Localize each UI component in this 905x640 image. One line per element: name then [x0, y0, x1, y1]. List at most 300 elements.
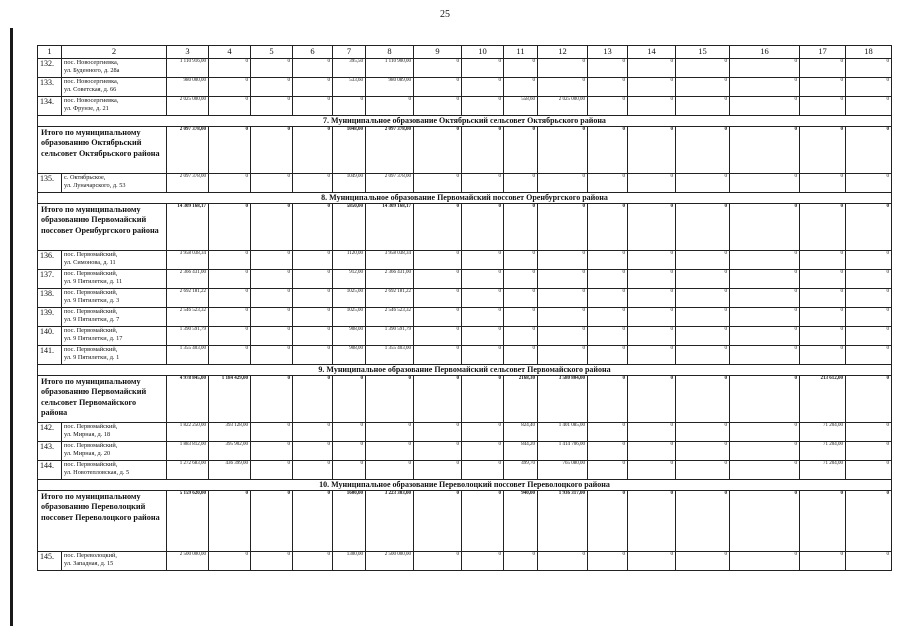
table-body	[38, 46, 892, 571]
subtotal-label: Итого по муниципальному образованию Переволоцкий поссовет Переволоцкого района	[38, 491, 167, 552]
value-cell: 0	[628, 289, 676, 308]
subtotal-row	[38, 204, 892, 251]
value-cell: 2 025 000,00	[538, 97, 588, 116]
value-cell: 0	[800, 97, 846, 116]
address-line-2: ул. Мирная, д. 20	[64, 449, 111, 457]
address-cell	[62, 423, 167, 442]
value-cell: 0	[462, 204, 504, 251]
value-cell: 4 978 845,00	[167, 376, 209, 423]
column-number-cell: 7	[333, 46, 366, 59]
table-row	[38, 251, 892, 270]
value-cell: 0	[846, 59, 892, 78]
value-cell: 0	[676, 127, 730, 174]
address-line-2: ул. Фрунзе, д. 21	[64, 104, 109, 112]
value-cell: 0	[414, 59, 462, 78]
value-cell: 0	[628, 127, 676, 174]
value-cell: 393 128,00	[209, 423, 251, 442]
value-cell: 0	[462, 346, 504, 365]
address-line-1: пос. Первомайский,	[64, 327, 118, 334]
value-cell: 0	[846, 376, 892, 423]
value-cell: 0	[414, 204, 462, 251]
value-cell: 0	[462, 251, 504, 270]
value-cell: 0	[209, 174, 251, 193]
value-cell: 0	[628, 270, 676, 289]
value-cell: 0	[462, 327, 504, 346]
value-cell: 0	[504, 174, 538, 193]
value-cell: 0	[462, 97, 504, 116]
value-cell: 3 223 303,00	[366, 491, 414, 552]
value-cell: 2 546 523,32	[366, 308, 414, 327]
value-cell: 0	[293, 552, 333, 571]
value-cell: 0	[538, 204, 588, 251]
value-cell: 0	[293, 423, 333, 442]
value-cell: 1 184 429,00	[209, 376, 251, 423]
value-cell: 0	[209, 59, 251, 78]
value-cell: 0	[730, 346, 800, 365]
value-cell: 980 000,00	[167, 78, 209, 97]
section-heading: 10. Муниципальное образование Переволоцкий поссовет Переволоцкого района	[38, 480, 892, 491]
value-cell: 2 692 181,22	[167, 289, 209, 308]
value-cell: 0	[730, 491, 800, 552]
value-cell: 0	[676, 174, 730, 193]
address-line-1: с. Октябрьское,	[64, 174, 106, 181]
value-cell: 71 204,00	[800, 423, 846, 442]
value-cell: 1048,00	[333, 127, 366, 174]
row-number: 135.	[38, 174, 62, 193]
value-cell: 0	[293, 59, 333, 78]
value-cell: 0	[251, 270, 293, 289]
value-cell: 0	[414, 423, 462, 442]
address-cell	[62, 327, 167, 346]
value-cell: 0	[209, 346, 251, 365]
value-cell: 0	[333, 461, 366, 480]
row-number: 143.	[38, 442, 62, 461]
address-line-1: пос. Новосергиевка,	[64, 78, 119, 85]
value-cell: 2 366 431,00	[366, 270, 414, 289]
value-cell: 0	[293, 308, 333, 327]
value-cell: 0	[676, 346, 730, 365]
value-cell: 0	[676, 59, 730, 78]
value-cell: 1 414 706,00	[538, 442, 588, 461]
row-number: 144.	[38, 461, 62, 480]
value-cell: 0	[462, 442, 504, 461]
value-cell: 0	[800, 327, 846, 346]
section-heading-row	[38, 365, 892, 376]
value-cell: 0	[538, 174, 588, 193]
column-number-cell: 10	[462, 46, 504, 59]
subtotal-label: Итого по муниципальному образованию Первомайский поссовет Оренбургского района	[38, 204, 167, 251]
value-cell: 5 159 620,00	[167, 491, 209, 552]
value-cell: 2 500 000,00	[366, 552, 414, 571]
value-cell: 436 399,00	[209, 461, 251, 480]
value-cell: 1 401 085,00	[538, 423, 588, 442]
value-cell: 5850,00	[333, 204, 366, 251]
value-cell: 0	[730, 251, 800, 270]
row-number: 138.	[38, 289, 62, 308]
address-cell	[62, 78, 167, 97]
value-cell: 0	[588, 59, 628, 78]
value-cell: 0	[588, 78, 628, 97]
value-cell: 0	[730, 552, 800, 571]
value-cell: 0	[462, 270, 504, 289]
value-cell: 0	[293, 204, 333, 251]
row-number: 137.	[38, 270, 62, 289]
value-cell: 0	[414, 376, 462, 423]
value-cell: 0	[846, 270, 892, 289]
address-line-2: ул. Новотепловская, д. 5	[64, 468, 130, 476]
value-cell: 0	[251, 552, 293, 571]
value-cell: 0	[293, 491, 333, 552]
value-cell: 0	[846, 204, 892, 251]
value-cell: 0	[730, 327, 800, 346]
address-line-1: пос. Первомайский,	[64, 442, 118, 449]
value-cell: 0	[730, 59, 800, 78]
column-number-cell: 2	[62, 46, 167, 59]
value-cell: 0	[676, 376, 730, 423]
subtotal-row	[38, 127, 892, 174]
value-cell: 0	[588, 376, 628, 423]
value-cell: 0	[504, 308, 538, 327]
value-cell: 0	[414, 78, 462, 97]
address-line-1: пос. Первомайский,	[64, 308, 118, 315]
table-row	[38, 97, 892, 116]
value-cell: 0	[251, 251, 293, 270]
value-cell: 940,00	[504, 491, 538, 552]
value-cell: 0	[366, 97, 414, 116]
value-cell: 0	[588, 346, 628, 365]
value-cell: 1 822 250,00	[167, 423, 209, 442]
value-cell: 71 204,00	[800, 461, 846, 480]
value-cell: 533,60	[333, 78, 366, 97]
column-number-cell: 8	[366, 46, 414, 59]
value-cell: 0	[538, 289, 588, 308]
value-cell: 0	[251, 308, 293, 327]
value-cell: 1600,00	[333, 491, 366, 552]
value-cell: 3 580 804,00	[538, 376, 588, 423]
address-line-1: пос. Первомайский,	[64, 346, 118, 353]
row-number: 145.	[38, 552, 62, 571]
value-cell: 0	[628, 97, 676, 116]
value-cell: 1 936 317,00	[538, 491, 588, 552]
value-cell: 0	[676, 270, 730, 289]
value-cell: 0	[676, 78, 730, 97]
value-cell: 1025,00	[333, 289, 366, 308]
address-line-1: пос. Первомайский,	[64, 251, 118, 258]
value-cell: 1 355 403,00	[167, 346, 209, 365]
value-cell: 213 612,00	[800, 376, 846, 423]
value-cell: 1 110 900,00	[366, 59, 414, 78]
value-cell: 0	[462, 376, 504, 423]
value-cell: 0	[209, 491, 251, 552]
address-line-1: пос. Первомайский,	[64, 270, 118, 277]
row-number: 133.	[38, 78, 62, 97]
column-number-cell: 16	[730, 46, 800, 59]
value-cell: 0	[538, 59, 588, 78]
value-cell: 0	[293, 376, 333, 423]
data-table	[37, 45, 892, 571]
value-cell: 0	[800, 127, 846, 174]
value-cell: 0	[800, 289, 846, 308]
value-cell: 0	[538, 78, 588, 97]
address-cell	[62, 251, 167, 270]
value-cell: 0	[209, 327, 251, 346]
value-cell: 0	[209, 97, 251, 116]
column-number-row	[38, 46, 892, 59]
value-cell: 1 390 591,79	[167, 327, 209, 346]
value-cell: 0	[588, 423, 628, 442]
value-cell: 395 902,00	[209, 442, 251, 461]
value-cell: 0	[588, 308, 628, 327]
value-cell: 0	[462, 174, 504, 193]
address-line-2: ул. Советская, д. 66	[64, 85, 117, 93]
value-cell: 499,70	[504, 461, 538, 480]
value-cell: 0	[462, 59, 504, 78]
value-cell: 14 309 168,17	[167, 204, 209, 251]
column-number-cell: 3	[167, 46, 209, 59]
value-cell: 395,50	[333, 59, 366, 78]
value-cell: 0	[676, 97, 730, 116]
row-number: 136.	[38, 251, 62, 270]
value-cell: 0	[628, 552, 676, 571]
value-cell: 0	[414, 174, 462, 193]
value-cell: 0	[628, 423, 676, 442]
value-cell: 0	[628, 308, 676, 327]
column-number-cell: 6	[293, 46, 333, 59]
value-cell: 0	[628, 251, 676, 270]
value-cell: 2 097 378,00	[366, 127, 414, 174]
value-cell: 1 355 403,00	[366, 346, 414, 365]
table-row	[38, 461, 892, 480]
address-cell	[62, 59, 167, 78]
address-line-1: пос. Новосергиевка,	[64, 59, 119, 66]
value-cell: 0	[846, 174, 892, 193]
value-cell: 0	[628, 442, 676, 461]
value-cell: 0	[846, 97, 892, 116]
value-cell: 0	[846, 289, 892, 308]
value-cell: 0	[462, 308, 504, 327]
value-cell: 0	[251, 204, 293, 251]
table-row	[38, 289, 892, 308]
value-cell: 0	[293, 442, 333, 461]
value-cell: 0	[588, 289, 628, 308]
address-line-1: пос. Первомайский,	[64, 461, 118, 468]
page-number: 25	[440, 9, 450, 20]
value-cell: 558,60	[504, 97, 538, 116]
value-cell: 0	[800, 552, 846, 571]
value-cell: 1300,00	[333, 552, 366, 571]
value-cell: 0	[846, 552, 892, 571]
subtotal-row	[38, 491, 892, 552]
value-cell: 0	[366, 461, 414, 480]
value-cell: 0	[251, 127, 293, 174]
value-cell: 0	[209, 289, 251, 308]
column-number-cell: 17	[800, 46, 846, 59]
value-cell: 0	[366, 423, 414, 442]
address-cell	[62, 308, 167, 327]
value-cell: 0	[676, 327, 730, 346]
row-number: 134.	[38, 97, 62, 116]
column-number-cell: 18	[846, 46, 892, 59]
value-cell: 2 366 431,00	[167, 270, 209, 289]
row-number: 142.	[38, 423, 62, 442]
address-line-2: ул. Буденного, д. 28а	[64, 66, 120, 74]
value-cell: 765 080,00	[538, 461, 588, 480]
value-cell: 0	[414, 491, 462, 552]
value-cell: 0	[588, 97, 628, 116]
value-cell: 0	[293, 346, 333, 365]
address-line-2: ул. 9 Пятилетки, д. 11	[64, 277, 123, 285]
value-cell: 0	[462, 491, 504, 552]
value-cell: 0	[414, 327, 462, 346]
value-cell: 0	[588, 251, 628, 270]
value-cell: 0	[209, 251, 251, 270]
column-number-cell: 5	[251, 46, 293, 59]
value-cell: 0	[676, 491, 730, 552]
value-cell: 0	[209, 127, 251, 174]
value-cell: 0	[504, 59, 538, 78]
value-cell: 0	[676, 308, 730, 327]
value-cell: 0	[730, 78, 800, 97]
value-cell: 0	[209, 308, 251, 327]
value-cell: 0	[730, 174, 800, 193]
value-cell: 0	[846, 78, 892, 97]
value-cell: 0	[538, 270, 588, 289]
value-cell: 0	[293, 97, 333, 116]
value-cell: 14 309 168,17	[366, 204, 414, 251]
value-cell: 0	[676, 204, 730, 251]
value-cell: 0	[628, 78, 676, 97]
value-cell: 0	[846, 491, 892, 552]
value-cell: 0	[209, 270, 251, 289]
value-cell: 0	[730, 289, 800, 308]
value-cell: 0	[800, 174, 846, 193]
address-line-2: ул. 9 Пятилетки, д. 7	[64, 315, 120, 323]
value-cell: 0	[293, 127, 333, 174]
value-cell: 0	[676, 251, 730, 270]
value-cell: 0	[800, 59, 846, 78]
table-row	[38, 552, 892, 571]
value-cell: 1049,00	[333, 174, 366, 193]
value-cell: 2 500 000,00	[167, 552, 209, 571]
section-heading-row	[38, 193, 892, 204]
column-number-cell: 15	[676, 46, 730, 59]
address-line-2: ул. Мирная, д. 18	[64, 430, 111, 438]
value-cell: 0	[730, 97, 800, 116]
value-cell: 0	[730, 461, 800, 480]
value-cell: 0	[676, 461, 730, 480]
value-cell: 0	[251, 423, 293, 442]
value-cell: 0	[588, 270, 628, 289]
value-cell: 3 958 038,34	[366, 251, 414, 270]
column-number-cell: 4	[209, 46, 251, 59]
value-cell: 844,20	[504, 442, 538, 461]
value-cell: 0	[588, 327, 628, 346]
value-cell: 0	[251, 59, 293, 78]
value-cell: 912,00	[333, 270, 366, 289]
address-cell	[62, 461, 167, 480]
value-cell: 0	[251, 491, 293, 552]
column-number-cell: 13	[588, 46, 628, 59]
value-cell: 0	[538, 327, 588, 346]
value-cell: 0	[846, 423, 892, 442]
value-cell: 0	[730, 442, 800, 461]
value-cell: 0	[676, 552, 730, 571]
value-cell: 2168,30	[504, 376, 538, 423]
value-cell: 0	[628, 59, 676, 78]
value-cell: 0	[504, 327, 538, 346]
value-cell: 0	[676, 442, 730, 461]
value-cell: 0	[538, 346, 588, 365]
value-cell: 908,00	[333, 327, 366, 346]
value-cell: 0	[462, 289, 504, 308]
value-cell: 2 025 000,00	[167, 97, 209, 116]
value-cell: 0	[730, 270, 800, 289]
value-cell: 0	[251, 97, 293, 116]
address-cell	[62, 552, 167, 571]
column-number-cell: 9	[414, 46, 462, 59]
value-cell: 0	[333, 376, 366, 423]
subtotal-label: Итого по муниципальному образованию Октябрьский сельсовет Октябрьского района	[38, 127, 167, 174]
value-cell: 0	[333, 423, 366, 442]
value-cell: 1 390 591,79	[366, 327, 414, 346]
value-cell: 0	[293, 289, 333, 308]
value-cell: 0	[800, 78, 846, 97]
value-cell: 0	[333, 97, 366, 116]
address-cell	[62, 174, 167, 193]
value-cell: 0	[846, 127, 892, 174]
value-cell: 0	[251, 346, 293, 365]
value-cell: 0	[800, 270, 846, 289]
value-cell: 0	[588, 127, 628, 174]
value-cell: 0	[293, 251, 333, 270]
value-cell: 0	[588, 552, 628, 571]
value-cell: 0	[414, 552, 462, 571]
address-line-1: пос. Новосергиевка,	[64, 97, 119, 104]
value-cell: 0	[293, 461, 333, 480]
row-number: 140.	[38, 327, 62, 346]
value-cell: 0	[538, 127, 588, 174]
subtotal-label: Итого по муниципальному образованию Первомайский сельсовет Первомайского района	[38, 376, 167, 423]
value-cell: 0	[628, 327, 676, 346]
value-cell: 0	[730, 423, 800, 442]
value-cell: 0	[730, 204, 800, 251]
value-cell: 0	[846, 308, 892, 327]
value-cell: 0	[628, 174, 676, 193]
value-cell: 0	[209, 78, 251, 97]
value-cell: 1025,00	[333, 308, 366, 327]
value-cell: 0	[730, 127, 800, 174]
value-cell: 0	[800, 308, 846, 327]
value-cell: 2 097 378,00	[366, 174, 414, 193]
value-cell: 0	[504, 270, 538, 289]
value-cell: 0	[414, 442, 462, 461]
value-cell: 0	[293, 270, 333, 289]
value-cell: 0	[293, 174, 333, 193]
value-cell: 0	[846, 327, 892, 346]
table-row	[38, 308, 892, 327]
address-cell	[62, 270, 167, 289]
value-cell: 0	[414, 97, 462, 116]
address-line-2: ул. 9 Пятилетки, д. 17	[64, 334, 123, 342]
value-cell: 0	[628, 204, 676, 251]
value-cell: 0	[209, 552, 251, 571]
value-cell: 0	[538, 251, 588, 270]
value-cell: 0	[462, 127, 504, 174]
value-cell: 0	[251, 289, 293, 308]
value-cell: 1 883 812,00	[167, 442, 209, 461]
value-cell: 0	[628, 376, 676, 423]
table-row	[38, 174, 892, 193]
